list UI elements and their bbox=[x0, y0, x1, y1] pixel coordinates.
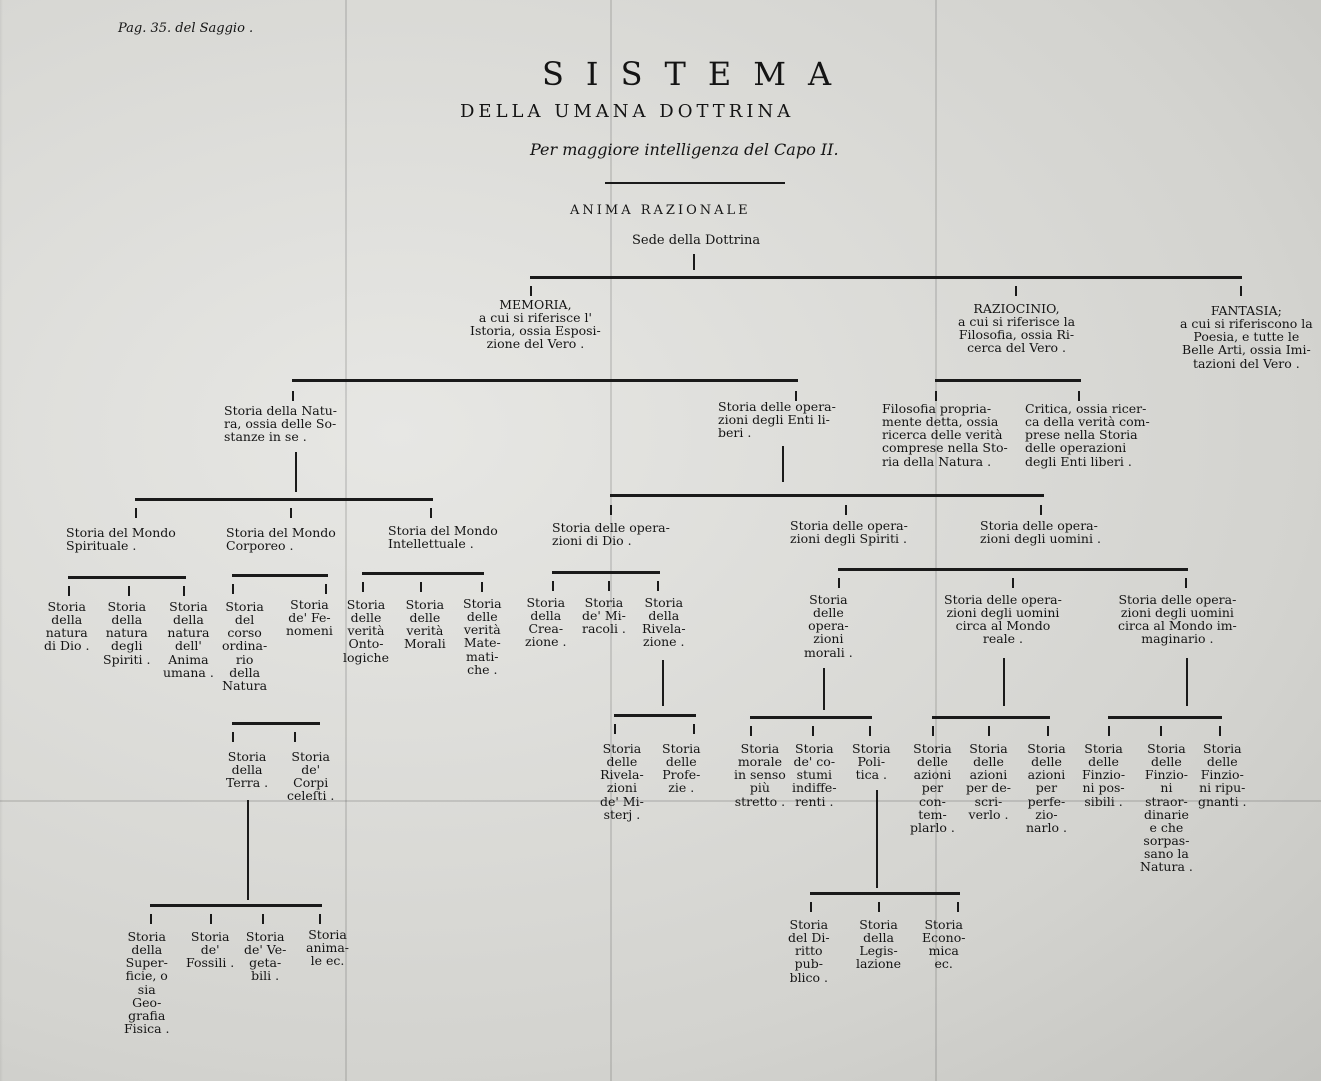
anima-heading: ANIMA RAZIONALE bbox=[570, 203, 751, 218]
leaf-finzioni-ripugnanti: Storia delle Finzio- ni ripu- gnanti . bbox=[1198, 741, 1247, 809]
connector-line bbox=[290, 508, 292, 518]
leaf-natura-spiriti: Storia della natura degli Spiriti . bbox=[103, 599, 151, 667]
connector-line bbox=[935, 379, 1081, 382]
node-storia-politica: Storia Poli- tica . bbox=[852, 741, 891, 783]
leaf-creazione: Storia della Crea- zione . bbox=[525, 595, 567, 650]
connector-line bbox=[210, 914, 212, 924]
connector-line bbox=[362, 572, 484, 575]
node-mondo-corporeo: Storia del Mondo Corporeo . bbox=[226, 525, 336, 554]
connector-line bbox=[530, 286, 532, 296]
leaf-verita-morali: Storia delle verità Morali bbox=[404, 597, 446, 652]
leaf-profezie: Storia delle Profe- zie . bbox=[662, 741, 701, 796]
connector-line bbox=[782, 446, 784, 482]
connector-line bbox=[1047, 726, 1049, 736]
connector-line bbox=[150, 904, 322, 907]
node-mondo-spirituale: Storia del Mondo Spirituale . bbox=[66, 525, 176, 554]
connector-line bbox=[662, 660, 664, 706]
leaf-finzioni-possibili: Storia delle Finzio- ni pos- sibili . bbox=[1082, 741, 1126, 809]
leaf-azioni-descriverlo: Storia delle azioni per de- scri- verlo . bbox=[966, 741, 1011, 822]
leaf-diritto-pubblico: Storia del Di- ritto pub- blico . bbox=[788, 917, 830, 985]
leaf-economica: Storia Econo- mica ec. bbox=[922, 917, 966, 972]
divider-rule bbox=[605, 182, 785, 184]
node-storia-terra: Storia della Terra . bbox=[226, 749, 269, 791]
leaf-corpi-celesti: Storia de' Corpi celeſti . bbox=[287, 749, 335, 804]
connector-line bbox=[292, 379, 798, 382]
leaf-azioni-contemplarlo: Storia delle azioni per con- tem- plarlo . bbox=[910, 741, 955, 835]
connector-line bbox=[552, 581, 554, 591]
connector-line bbox=[1012, 578, 1014, 588]
node-operazioni-uomini: Storia delle opera- zioni degli uomini . bbox=[980, 518, 1101, 547]
connector-line bbox=[610, 505, 612, 515]
connector-line bbox=[292, 391, 294, 401]
connector-line bbox=[68, 576, 186, 579]
leaf-natura-dio: Storia della natura di Dio . bbox=[44, 599, 90, 654]
node-operazioni-spiriti: Storia delle opera- zioni degli Spiriti . bbox=[790, 518, 908, 547]
connector-line bbox=[68, 586, 70, 596]
connector-line bbox=[988, 726, 990, 736]
sede-label: Sede della Dottrina bbox=[632, 233, 761, 248]
leaf-azioni-perfezionarlo: Storia delle azioni per perfe- zio- narlo . bbox=[1026, 741, 1067, 835]
connector-line bbox=[614, 724, 616, 734]
connector-line bbox=[1185, 578, 1187, 588]
connector-line bbox=[294, 732, 296, 742]
connector-line bbox=[1108, 726, 1110, 736]
connector-line bbox=[552, 571, 660, 574]
page-title: SISTEMA bbox=[542, 55, 854, 93]
connector-line bbox=[657, 581, 659, 591]
connector-line bbox=[1108, 716, 1222, 719]
connector-line bbox=[957, 902, 959, 912]
purpose-line: Per maggiore intelligenza del Capo II. bbox=[530, 140, 839, 159]
leaf-geografia-fisica: Storia della Super- ficie, o sia Geo- grafia Fisica . bbox=[124, 929, 170, 1036]
connector-line bbox=[319, 914, 321, 924]
connector-line bbox=[150, 914, 152, 924]
connector-line bbox=[325, 584, 327, 594]
connector-line bbox=[693, 254, 695, 270]
leaf-verita-ontologiche: Storia delle verità Onto- logiche bbox=[343, 597, 389, 665]
connector-line bbox=[876, 790, 878, 888]
node-rivelazione: Storia della Rivela- zione . bbox=[642, 595, 686, 650]
leaf-legislazione: Storia della Legis- lazione bbox=[856, 917, 902, 972]
leaf-verita-matematiche: Storia delle verità Mate- mati- che . bbox=[463, 596, 502, 677]
page-reference: Pag. 35. del Saggio . bbox=[118, 21, 254, 36]
node-mondo-intellettuale: Storia del Mondo Intellettuale . bbox=[388, 523, 498, 552]
connector-line bbox=[232, 574, 328, 577]
connector-line bbox=[838, 578, 840, 588]
connector-line bbox=[845, 505, 847, 515]
connector-line bbox=[135, 508, 137, 518]
node-corso-natura: Storia del corso ordina- rio della Natura bbox=[222, 599, 268, 693]
connector-line bbox=[869, 726, 871, 736]
connector-line bbox=[1040, 505, 1042, 515]
connector-line bbox=[812, 726, 814, 736]
page-subtitle: DELLA UMANA DOTTRINA bbox=[460, 101, 795, 122]
connector-line bbox=[1078, 391, 1080, 401]
node-filosofia: Filosofia propria- mente detta, ossia ricerca delle verità comprese nella Sto- ria della Natura . bbox=[882, 401, 1008, 469]
connector-line bbox=[362, 582, 364, 592]
connector-line bbox=[823, 668, 825, 710]
leaf-fenomeni: Storia de' Fe- nomeni bbox=[286, 597, 333, 639]
connector-line bbox=[1160, 726, 1162, 736]
connector-line bbox=[838, 568, 1188, 571]
connector-line bbox=[810, 902, 812, 912]
connector-line bbox=[1186, 658, 1188, 706]
node-operazioni-morali: Storia delle opera- zioni morali . bbox=[804, 592, 853, 660]
connector-line bbox=[262, 914, 264, 924]
leaf-natura-anima: Storia della natura dell' Anima umana . bbox=[163, 599, 214, 680]
faculty-fantasia: FANTASIA; a cui si riferiscono la Poesia, e tutte le Belle Arti, ossia Imi- tazioni del Vero . bbox=[1180, 303, 1313, 371]
connector-line bbox=[932, 716, 1050, 719]
connector-line bbox=[232, 722, 320, 725]
connector-line bbox=[610, 494, 1044, 497]
connector-line bbox=[232, 732, 234, 742]
connector-line bbox=[247, 800, 249, 900]
leaf-miracoli: Storia de' Mi- racoli . bbox=[582, 595, 626, 637]
connector-line bbox=[750, 726, 752, 736]
connector-line bbox=[1003, 658, 1005, 706]
connector-line bbox=[693, 724, 695, 734]
connector-line bbox=[750, 716, 872, 719]
connector-line bbox=[932, 726, 934, 736]
connector-line bbox=[420, 582, 422, 592]
leaf-costumi-indifferenti: Storia de' co- stumi indiffe- renti . bbox=[792, 741, 837, 809]
leaf-morale-stretto: Storia morale in senso più stretto . bbox=[734, 741, 786, 809]
node-storia-natura: Storia della Natu- ra, ossia delle So- stanze in se . bbox=[224, 403, 338, 445]
connector-line bbox=[1240, 286, 1242, 296]
connector-line bbox=[530, 276, 1242, 279]
connector-line bbox=[810, 892, 960, 895]
connector-line bbox=[608, 581, 610, 591]
connector-line bbox=[878, 902, 880, 912]
node-critica: Critica, ossia ricer- ca della verità com- prese nella Storia delle operazioni degli Enti liberi . bbox=[1025, 401, 1150, 469]
connector-line bbox=[295, 452, 297, 492]
connector-line bbox=[128, 586, 130, 596]
connector-line bbox=[935, 391, 937, 401]
connector-line bbox=[1219, 726, 1221, 736]
node-mondo-immaginario: Storia delle opera- zioni degli uomini circa al Mondo im- maginario . bbox=[1118, 592, 1237, 647]
connector-line bbox=[135, 498, 433, 501]
leaf-rivelazioni-misterj: Storia delle Rivela- zioni de' Mi- sterj . bbox=[600, 741, 644, 822]
faculty-raziocinio: RAZIOCINIO, a cui si riferisce la Filosofia, ossia Ri- cerca del Vero . bbox=[958, 301, 1076, 356]
faculty-memoria: MEMORIA, a cui si riferisce l' Istoria, ossia Esposi- zione del Vero . bbox=[470, 297, 601, 352]
connector-line bbox=[614, 714, 696, 717]
paper-fold bbox=[345, 0, 347, 1081]
node-mondo-reale: Storia delle opera- zioni degli uomini circa al Mondo reale . bbox=[944, 592, 1062, 647]
connector-line bbox=[232, 584, 234, 594]
node-storia-enti-liberi: Storia delle opera- zioni degli Enti li- beri . bbox=[718, 399, 836, 441]
connector-line bbox=[183, 586, 185, 596]
connector-line bbox=[1015, 286, 1017, 296]
leaf-animali: Storia anima- le ec. bbox=[306, 927, 350, 969]
connector-line bbox=[430, 508, 432, 518]
node-operazioni-dio: Storia delle opera- zioni di Dio . bbox=[552, 520, 670, 549]
leaf-fossili: Storia de' Fossili . bbox=[186, 929, 235, 971]
connector-line bbox=[481, 582, 483, 592]
leaf-finzioni-straordinarie: Storia delle Finzio- ni straor- dinarie e che sorpas- sano la Natura . bbox=[1140, 741, 1193, 875]
leaf-vegetabili: Storia de' Ve- geta- bili . bbox=[244, 929, 287, 984]
